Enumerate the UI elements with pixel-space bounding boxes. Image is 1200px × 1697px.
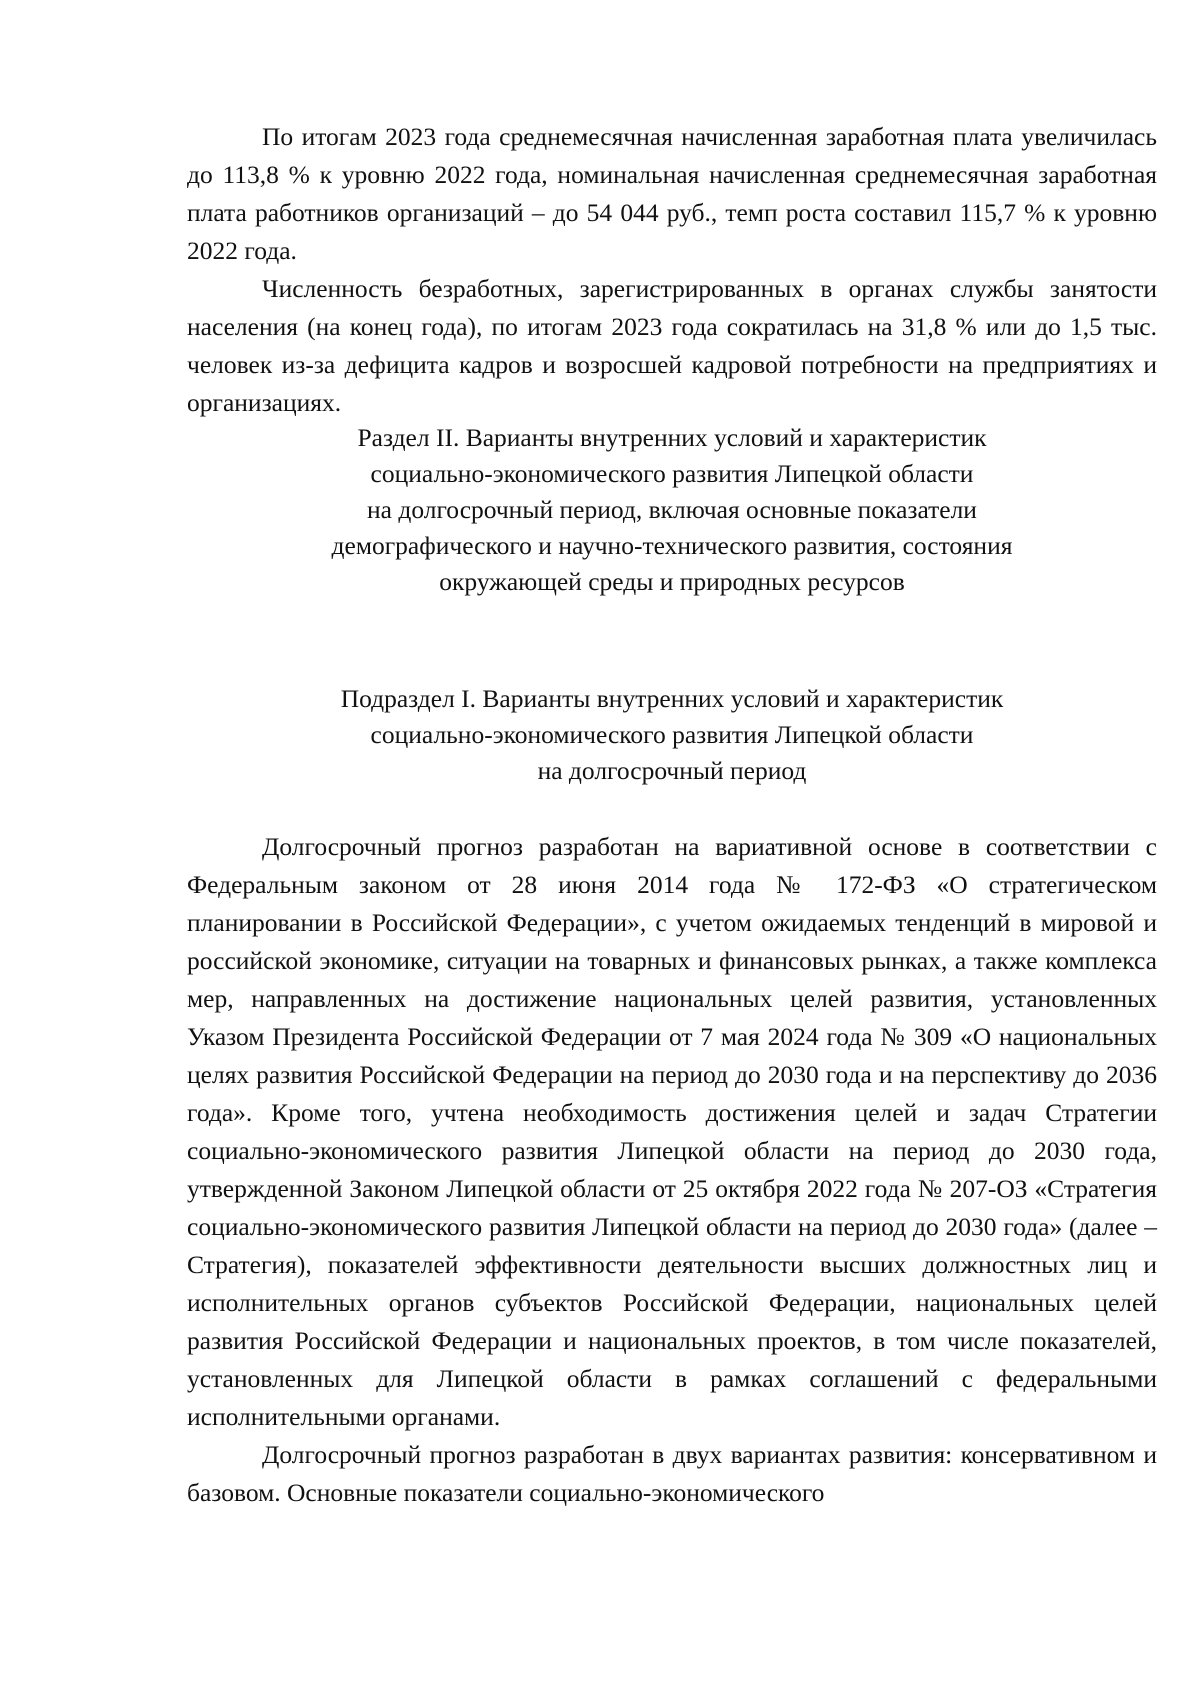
section-heading-line: на долгосрочный период, включая основные показатели <box>367 495 977 524</box>
subsection-heading-line: социально-экономического развития Липецкой области <box>370 720 974 749</box>
subsection-heading-line: Подраздел I. Варианты внутренних условий и характеристик <box>340 684 1004 713</box>
paragraph-unemployment: Численность безработных, зарегистрированных в органах службы занятости населения (на конец года), по итогам 2023 года сократилась на 31,8 % или до 1,5 тыс. человек из-за дефицита кадров и возросшей кадровой потребности на предприятиях и организациях. <box>187 274 1157 417</box>
section-heading <box>187 420 1157 600</box>
intro-text <box>187 118 1157 422</box>
paragraph-forecast-variants: Долгосрочный прогноз разработан в двух вариантах развития: консервативном и базовом. Основные показатели социально-экономического <box>187 1440 1157 1507</box>
section-heading-line: окружающей среды и природных ресурсов <box>439 567 905 596</box>
section-heading-line: социально-экономического развития Липецкой области <box>370 459 974 488</box>
section-heading-line: Раздел II. Варианты внутренних условий и характеристик <box>357 423 987 452</box>
paragraph-wages: По итогам 2023 года среднемесячная начисленная заработная плата увеличилась до 113,8 % к уровню 2022 года, номинальная начисленная среднемесячная заработная плата работников организаций – до 54 044 руб., темп роста составил 115,7 % к уровню 2022 года. <box>187 122 1157 265</box>
subsection-heading-line: на долгосрочный период <box>537 756 807 785</box>
forecast-text <box>187 828 1157 1512</box>
section-heading-line: демографического и научно-технического развития, состояния <box>331 531 1013 560</box>
subsection-heading <box>187 681 1157 789</box>
paragraph-forecast-basis: Долгосрочный прогноз разработан на вариативной основе в соответствии с Федеральным законом от 28 июня 2014 года № 172-ФЗ «О стратегическом планировании в Российской Федерации», с учетом ожидаемых тенденций в мировой и российской экономике, ситуации на товарных и финансовых рынках, а также комплекса мер, направленных на достижение национальных целей развития, установленных Указом Президента Российской Федерации от 7 мая 2024 года № 309 «О национальных целях развития Российской Федерации на период до 2030 года и на перспективу до 2036 года». Кроме того, учтена необходимость достижения целей и задач Стратегии социально-экономического развития Липецкой области на период до 2030 года, утвержденной Законом Липецкой области от 25 октября 2022 года № 207-ОЗ «Стратегия социально-экономического развития Липецкой области на период до 2030 года» (далее – Стратегия), показателей эффективности деятельности высших должностных лиц и исполнительных органов субъектов Российской Федерации, национальных целей развития Российской Федерации и национальных проектов, в том числе показателей, установленных для Липецкой области в рамках соглашений с федеральными исполнительными органами. <box>187 832 1157 1431</box>
